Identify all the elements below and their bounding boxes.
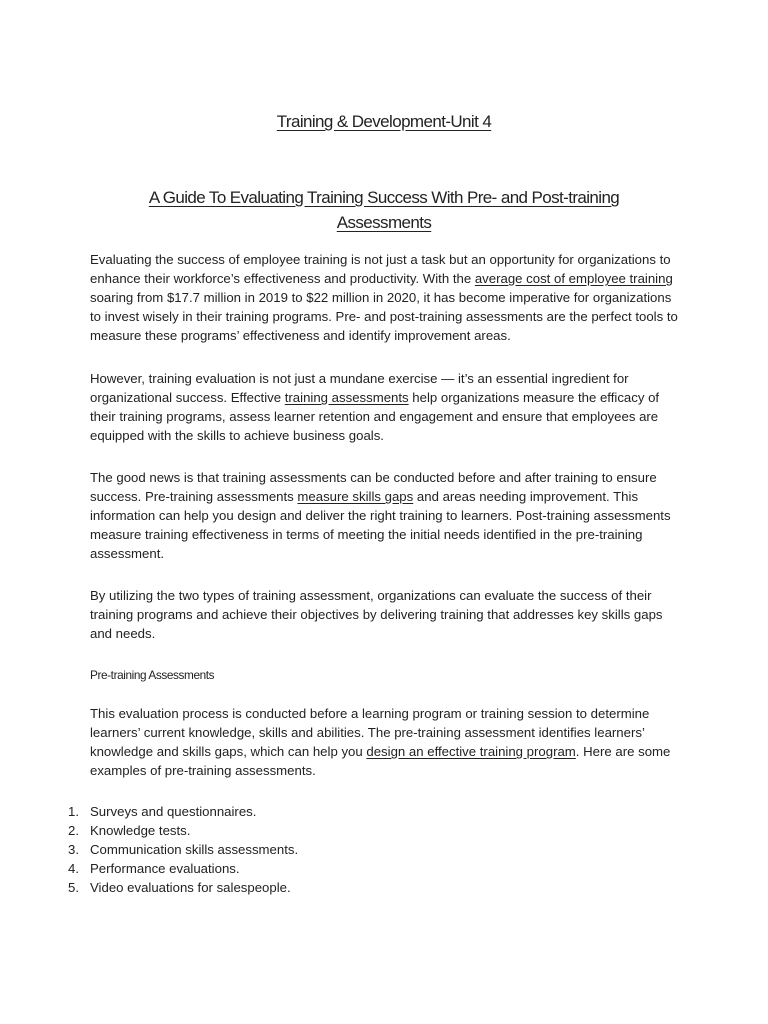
list-number: 3. bbox=[68, 842, 79, 857]
list-item-text: Surveys and questionnaires. bbox=[90, 804, 257, 819]
list-item-text: Communication skills assessments. bbox=[90, 842, 299, 857]
list-number: 4. bbox=[68, 861, 79, 876]
link-design-effective-training-program[interactable]: design an effective training program bbox=[366, 744, 576, 759]
list-item bbox=[60, 802, 298, 821]
section-subheading: Pre-training Assessments bbox=[90, 668, 215, 682]
list-number: 5. bbox=[68, 880, 79, 895]
paragraph-text: . Here are some examples of pre-training assessments. bbox=[90, 744, 671, 778]
paragraph-pre-training bbox=[90, 704, 682, 780]
paragraph-text: and areas needing improvement. This information can help you design and deliver the right training to learners. Post-training assessments measure training effectiveness in terms of meeting the initial needs identified in the pre-training assessment. bbox=[90, 489, 671, 561]
list-item-text: Video evaluations for salespeople. bbox=[90, 880, 291, 895]
link-average-cost-of-employee-training[interactable]: average cost of employee training bbox=[474, 271, 673, 286]
paragraph-intro bbox=[90, 250, 682, 345]
paragraph-text: However, training evaluation is not just a mundane exercise — it’s an essential ingredient for organizational success. Effective bbox=[90, 371, 629, 405]
list-item-text: Performance evaluations. bbox=[90, 861, 240, 876]
paragraph-text: Evaluating the success of employee training is not just a task but an opportunity for organizations to enhance their workforce’s effectiveness and productivity. With the bbox=[90, 252, 671, 286]
list-item bbox=[60, 821, 298, 840]
list-item-text: Knowledge tests. bbox=[90, 823, 191, 838]
document-title: Training & Development-Unit 4 bbox=[276, 112, 492, 131]
link-training-assessments[interactable]: training assessments bbox=[284, 390, 409, 405]
list-item bbox=[60, 878, 298, 897]
list-number: 2. bbox=[68, 823, 79, 838]
article-heading: A Guide To Evaluating Training Success With Pre- and Post-training Assessments bbox=[148, 188, 620, 232]
list-item bbox=[60, 859, 298, 878]
list-item bbox=[60, 840, 298, 859]
paragraph-text: soaring from $17.7 million in 2019 to $22 million in 2020, it has become imperative for organizations to invest wisely in their training programs. Pre- and post-training assessments are the perfect tools to measure these programs’ effectiveness and identify improvement areas. bbox=[90, 290, 678, 343]
paragraph-evaluation bbox=[90, 369, 682, 445]
paragraph-two-types: By utilizing the two types of training assessment, organizations can evaluate the success of their training programs and achieve their objectives by delivering training that addresses key skills gaps and needs. bbox=[90, 588, 663, 641]
assessment-examples-list bbox=[60, 802, 298, 897]
paragraph-text: This evaluation process is conducted before a learning program or training session to determine learners’ current knowledge, skills and abilities. The pre-training assessment identifies learners’ knowledge and skills gaps, which can help you bbox=[90, 706, 650, 759]
paragraph-good-news bbox=[90, 468, 682, 563]
link-measure-skills-gaps[interactable]: measure skills gaps bbox=[297, 489, 414, 504]
paragraph-text: help organizations measure the efficacy of their training programs, assess learner retention and engagement and ensure that employees are equipped with the skills to achieve business goals. bbox=[90, 390, 660, 443]
list-number: 1. bbox=[68, 804, 79, 819]
paragraph-text: The good news is that training assessments can be conducted before and after training to ensure success. Pre-training assessments bbox=[90, 470, 657, 504]
